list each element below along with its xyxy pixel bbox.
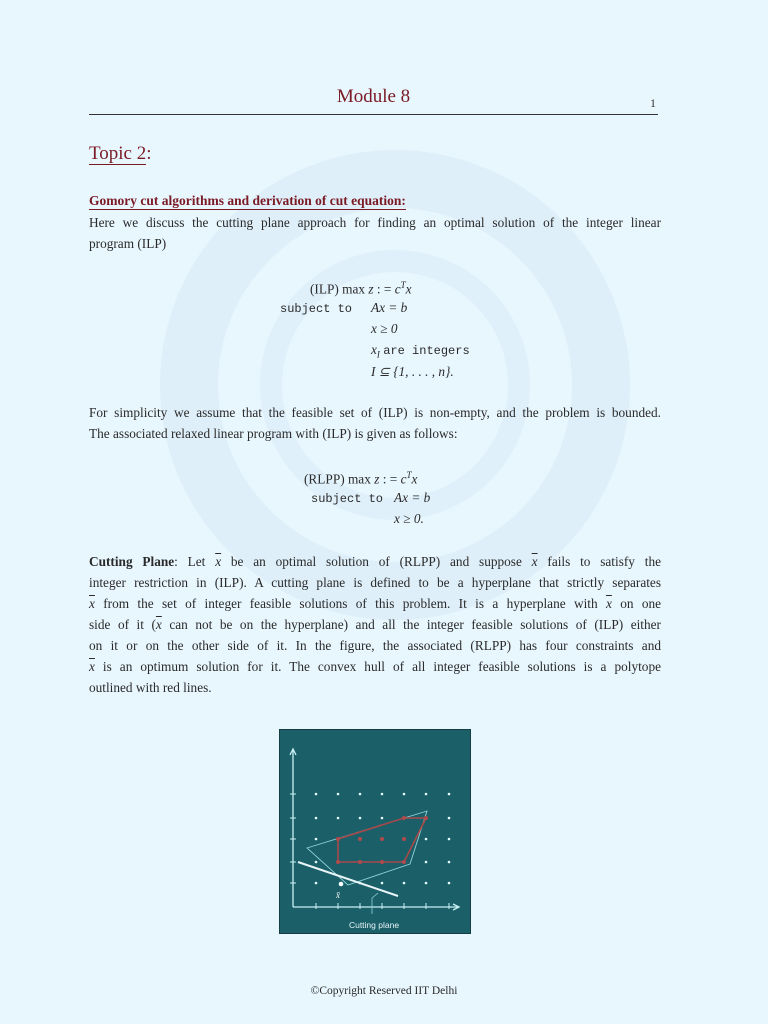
rlpp-objective-c: c: [400, 471, 407, 487]
topic-colon: :: [146, 143, 152, 164]
topic-heading: [89, 143, 152, 165]
cp-text: be an optimal solution of (RLPP) and suppose: [230, 554, 522, 569]
ilp-transpose: T: [400, 280, 406, 290]
figure-caption: Cutting plane: [348, 920, 400, 930]
ilp-assign: : =: [376, 281, 392, 297]
caption-leader-line: [372, 893, 378, 914]
xbar-symbol: $\overline{x}$: [155, 617, 162, 632]
cp-text: can not be on the hyperplane) and all the integer feasible solutions of (ILP) either: [169, 617, 661, 632]
rlpp-label: (RLPP) max: [304, 471, 371, 487]
cp-text: from the set of integer feasible solutions of this problem. It is a hyperplane with: [103, 596, 598, 611]
section-title: Gomory cut algorithms and derivation of cut equation:: [89, 193, 406, 208]
intro-paragraph: [89, 212, 661, 254]
ilp-label: (ILP) max: [310, 281, 366, 297]
rlpp-objective-var: z: [374, 471, 380, 487]
cutting-plane-diagram: [280, 730, 472, 935]
xbar-symbol: $\overline{x}$: [215, 554, 222, 569]
xbar-symbol: $\overline{x}$: [531, 554, 538, 569]
copyright-footer: ©Copyright Reserved IIT Delhi: [310, 985, 458, 997]
ilp-xi-sub: I: [376, 349, 380, 360]
rlpp-transpose: T: [406, 470, 412, 480]
cp-term: Cutting Plane: [89, 554, 175, 569]
assumption-line-2: The associated relaxed linear program with (ILP) is given as follows:: [89, 426, 458, 441]
xbar-label: x̄: [336, 890, 340, 900]
assumption-line-1: For simplicity we assume that the feasible set of (ILP) is non-empty, and the problem is bounded.: [89, 405, 661, 420]
cutting-plane-paragraph: [89, 551, 661, 698]
cp-text: : Let: [174, 554, 206, 569]
rlpp-assign: : =: [382, 471, 398, 487]
xbar-symbol: $\overline{x}$: [89, 596, 95, 611]
rlpp-objective-x: x: [411, 471, 418, 487]
ilp-objective-c: c: [394, 281, 401, 297]
rlpp-constraint-2: x ≥ 0.: [394, 511, 424, 526]
ilp-objective-var: z: [368, 281, 374, 297]
axes: [290, 749, 459, 910]
page-header: [89, 84, 658, 115]
cp-line-3: [89, 593, 661, 614]
x-ticks: [316, 903, 449, 909]
cp-line-2: integer restriction in (ILP). A cutting plane is defined to be a hyperplane that strictly separates: [89, 575, 661, 590]
cp-line-4: [89, 614, 661, 635]
module-title: Module 8: [336, 86, 411, 107]
assumption-paragraph: [89, 402, 661, 444]
cp-text: is an optimum solution for it. The convex hull of all integer feasible solutions is a polytope: [102, 659, 662, 674]
ilp-constraint-3: [371, 342, 470, 360]
ilp-objective: [310, 280, 412, 297]
cp-text: on one: [620, 596, 662, 611]
cp-text: fails to satisfy the: [547, 554, 661, 569]
cp-line-6: [89, 656, 661, 677]
xbar-symbol: $\overline{x}$: [89, 659, 95, 674]
rlpp-objective: [304, 470, 417, 487]
cutting-plane-figure: [279, 729, 471, 934]
ilp-objective-x: x: [405, 281, 412, 297]
rlpp-constraint-1: Ax = b: [394, 490, 431, 505]
ilp-constraint-1: Ax = b: [371, 300, 408, 315]
ilp-constraint-4: I ⊆ {1, . . . , n}.: [371, 364, 454, 379]
xbar-symbol: $\overline{x}$: [605, 596, 612, 611]
optimal-point-xbar: [339, 882, 344, 887]
topic-label: Topic 2: [89, 143, 147, 164]
cp-line-7: outlined with red lines.: [89, 680, 212, 695]
cp-line-5: on it or on the other side of it. In the figure, the associated (RLPP) has four constraints and: [89, 638, 661, 653]
rlpp-subject-to: subject to: [311, 492, 384, 506]
intro-line-2: program (ILP): [89, 236, 167, 251]
ilp-constraint-2: x ≥ 0: [371, 321, 398, 336]
ilp-integers-text: are integers: [383, 344, 470, 358]
ilp-subject-to: subject to: [280, 302, 353, 316]
ilp-xi-var: x: [371, 342, 377, 357]
cutting-plane-line: [298, 862, 398, 896]
lp-feasible-region: [307, 811, 427, 885]
cp-line-1: [89, 551, 661, 572]
intro-line-1: Here we discuss the cutting plane approach for finding an optimal solution of the integer linear: [89, 215, 661, 230]
cp-text: side of it (: [89, 617, 156, 632]
page-number: 1: [650, 96, 656, 110]
